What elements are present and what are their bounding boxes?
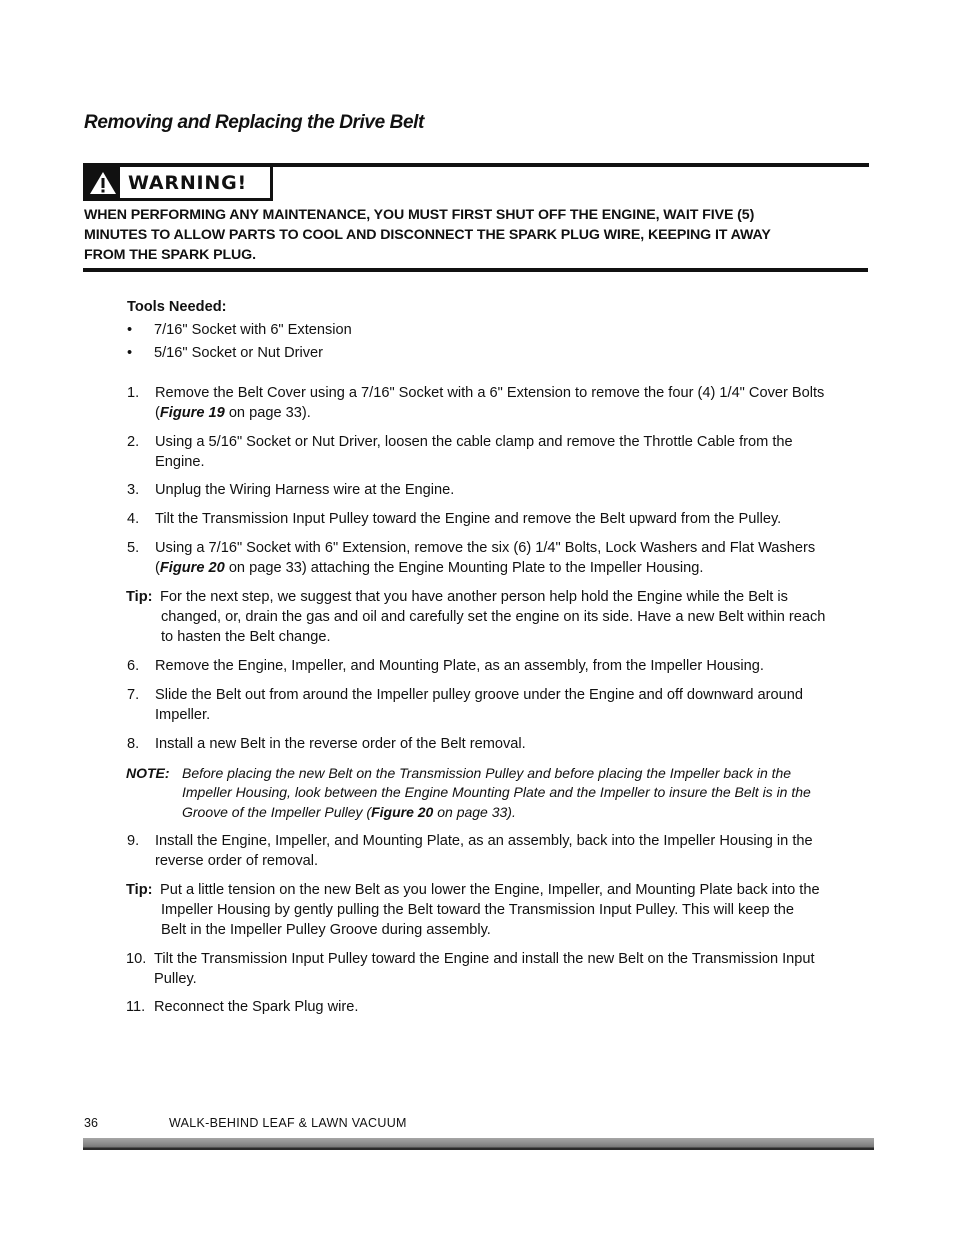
step-text: (Figure 19 on page 33). bbox=[155, 405, 311, 421]
warning-label-box bbox=[83, 167, 273, 201]
step-number: 6. bbox=[127, 658, 140, 674]
step-text: Pulley. bbox=[154, 971, 197, 987]
figure-ref: Figure 20 bbox=[371, 804, 434, 820]
step-text: Remove the Belt Cover using a 7/16" Socket with a 6" Extension to remove the four (4) 1/4" Cover Bolts bbox=[155, 385, 825, 401]
step-text: Install the Engine, Impeller, and Mounting Plate, as an assembly, back into the Impeller Housing in the bbox=[155, 833, 813, 849]
step-text: Impeller. bbox=[155, 707, 211, 723]
step-text: Tilt the Transmission Input Pulley toward the Engine and remove the Belt upward from the Pulley. bbox=[155, 511, 782, 527]
step-number: 7. bbox=[127, 687, 140, 703]
tip-text: Put a little tension on the new Belt as you lower the Engine, Impeller, and Mounting Plate back into the bbox=[160, 882, 820, 898]
note-text: Before placing the new Belt on the Transmission Pulley and before placing the Impeller back in the bbox=[182, 765, 792, 781]
footer-title: WALK-BEHIND LEAF & LAWN VACUUM bbox=[169, 1116, 407, 1130]
tip-text: For the next step, we suggest that you have another person help hold the Engine while the Belt is bbox=[160, 589, 788, 605]
step-text: Unplug the Wiring Harness wire at the Engine. bbox=[155, 482, 455, 498]
step-number: 1. bbox=[127, 385, 140, 401]
tool-item: 5/16" Socket or Nut Driver bbox=[154, 345, 324, 361]
warning-text bbox=[84, 205, 864, 265]
tip-text: Belt in the Impeller Pulley Groove during assembly. bbox=[161, 922, 491, 938]
step-number: 11. bbox=[126, 999, 146, 1015]
step-number: 10. bbox=[126, 951, 147, 967]
page-number: 36 bbox=[84, 1116, 98, 1130]
tool-item: 7/16" Socket with 6" Extension bbox=[154, 322, 352, 338]
step-number: 2. bbox=[127, 434, 140, 450]
note-text: Impeller Housing, look between the Engine Mounting Plate and the Impeller to insure the Belt is in the bbox=[182, 784, 811, 800]
section-title: Removing and Replacing the Drive Belt bbox=[84, 112, 424, 133]
warning-label: WARNING! bbox=[128, 171, 247, 194]
step-number: 4. bbox=[127, 511, 140, 527]
footer-rule bbox=[83, 1138, 874, 1150]
note-label: NOTE: bbox=[126, 765, 170, 781]
warning-bottom-rule bbox=[83, 268, 868, 272]
step-text: Using a 7/16" Socket with 6" Extension, remove the six (6) 1/4" Bolts, Lock Washers and Flat Washers bbox=[155, 540, 816, 556]
note-text: Groove of the Impeller Pulley (Figure 20 on page 33). bbox=[182, 804, 516, 820]
warning-triangle-icon bbox=[86, 167, 120, 198]
step-text: Reconnect the Spark Plug wire. bbox=[154, 999, 359, 1015]
tip-label: Tip: bbox=[126, 589, 153, 605]
step-text: Install a new Belt in the reverse order of the Belt removal. bbox=[155, 736, 526, 752]
step-number: 9. bbox=[127, 833, 140, 849]
figure-ref: Figure 19 bbox=[159, 405, 225, 421]
bullet-icon: • bbox=[127, 345, 133, 361]
tip-text: to hasten the Belt change. bbox=[161, 629, 331, 645]
step-text: Slide the Belt out from around the Impeller pulley groove under the Engine and off downward around bbox=[155, 687, 803, 703]
step-number: 3. bbox=[127, 482, 140, 498]
figure-ref: Figure 20 bbox=[159, 560, 225, 576]
warning-line: WHEN PERFORMING ANY MAINTENANCE, YOU MUST FIRST SHUT OFF THE ENGINE, WAIT FIVE (5) bbox=[84, 207, 755, 223]
warning-line: FROM THE SPARK PLUG. bbox=[84, 247, 256, 263]
step-text: reverse order of removal. bbox=[155, 853, 319, 869]
tip-text: changed, or, drain the gas and oil and carefully set the engine on its side. Have a new Belt within reach bbox=[161, 609, 826, 625]
step-number: 8. bbox=[127, 736, 140, 752]
warning-line: MINUTES TO ALLOW PARTS TO COOL AND DISCONNECT THE SPARK PLUG WIRE, KEEPING IT AWAY bbox=[84, 227, 771, 243]
step-text: (Figure 20 on page 33) attaching the Engine Mounting Plate to the Impeller Housing. bbox=[155, 560, 704, 576]
tools-heading: Tools Needed: bbox=[127, 299, 227, 315]
tip-label: Tip: bbox=[126, 882, 153, 898]
step-text: Engine. bbox=[155, 454, 205, 470]
step-text: Remove the Engine, Impeller, and Mounting Plate, as an assembly, from the Impeller Housing. bbox=[155, 658, 764, 674]
bullet-icon: • bbox=[127, 322, 133, 338]
step-text: Using a 5/16" Socket or Nut Driver, loosen the cable clamp and remove the Throttle Cable from the bbox=[155, 434, 793, 450]
step-number: 5. bbox=[127, 540, 140, 556]
step-text: Tilt the Transmission Input Pulley toward the Engine and install the new Belt on the Transmission Input bbox=[154, 951, 815, 967]
tip-text: Impeller Housing by gently pulling the Belt toward the Transmission Input Pulley. This will keep the bbox=[161, 902, 794, 918]
